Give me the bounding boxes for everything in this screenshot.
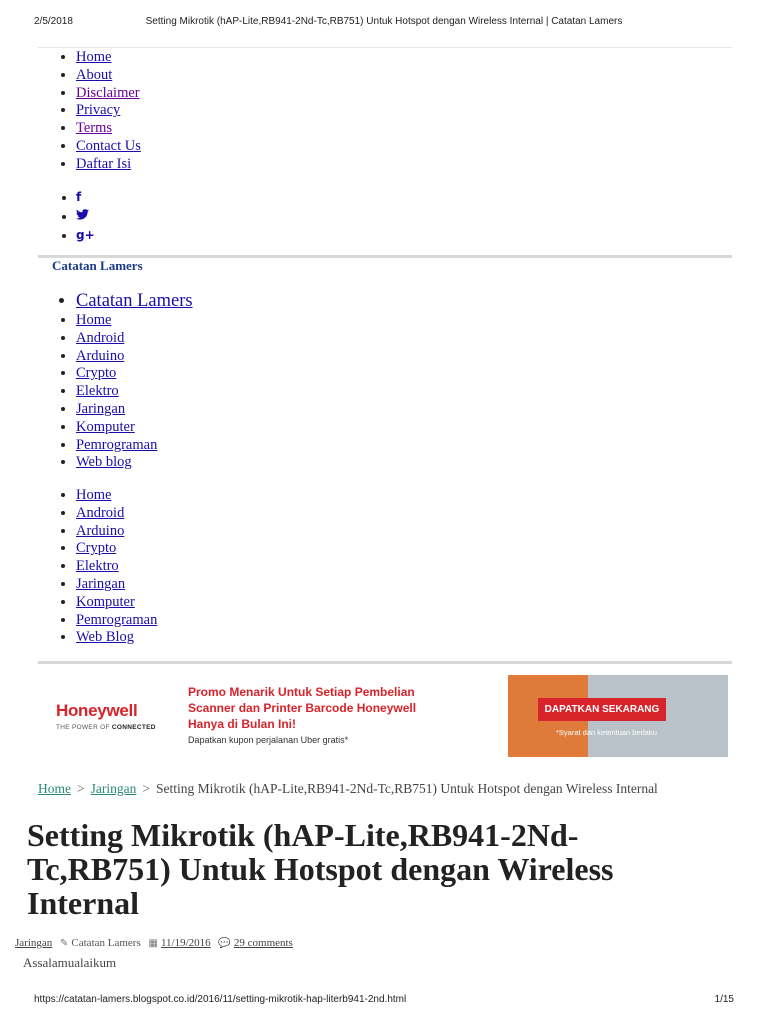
ad-disclaimer: *Syarat dan ketentuan berlaku xyxy=(556,728,657,737)
print-date: 2/5/2018 xyxy=(34,16,73,27)
cat-nav-item-komputer[interactable]: • Komputer xyxy=(76,419,157,437)
breadcrumb xyxy=(38,781,658,797)
brand-list xyxy=(58,290,193,312)
meta-author: Catatan Lamers xyxy=(71,937,141,949)
cat-nav-item-android[interactable]: • Android xyxy=(76,330,157,348)
ad-tagline: THE POWER OF CONNECTED xyxy=(56,724,156,731)
breadcrumb-current: Setting Mikrotik (hAP-Lite,RB941-2Nd-Tc,RB751) Untuk Hotspot dengan Wireless Internal xyxy=(155,781,658,796)
cat-nav2-item-komputer[interactable]: • Komputer xyxy=(76,594,157,612)
googleplus-link[interactable] xyxy=(76,226,95,245)
top-nav-item-privacy[interactable]: • Privacy xyxy=(76,102,141,120)
top-nav-item-daftar-isi[interactable]: • Daftar Isi xyxy=(76,156,141,174)
cat-nav2-item-pemrograman[interactable]: • Pemrograman xyxy=(76,612,157,630)
site-brand[interactable]: Catatan Lamers xyxy=(52,258,143,273)
cat-nav2-item-web-blog[interactable]: • Web Blog xyxy=(76,629,157,647)
facebook-link[interactable] xyxy=(76,188,95,207)
nav-divider xyxy=(38,661,732,664)
print-title: Setting Mikrotik (hAP-Lite,RB941-2Nd-Tc,RB751) Untuk Hotspot dengan Wireless Internal | Catatan Lamers xyxy=(145,16,623,27)
ad-banner[interactable] xyxy=(38,675,728,757)
category-nav-primary xyxy=(58,312,157,472)
cat-nav2-item-home[interactable]: • Home xyxy=(76,487,157,505)
meta-date[interactable]: 11/19/2016 xyxy=(160,937,211,949)
print-url: https://catatan-lamers.blogspot.co.id/2016/11/setting-mikrotik-hap-literb941-2nd.html xyxy=(34,994,407,1005)
category-nav-secondary xyxy=(58,487,157,647)
brand-link[interactable]: Catatan Lamers xyxy=(76,291,193,311)
comments-icon: 💬 xyxy=(218,938,231,949)
cat-nav-item-home[interactable]: • Home xyxy=(76,312,157,330)
breadcrumb-separator: > xyxy=(142,781,150,796)
article-intro: Assalamualaikum xyxy=(23,955,117,970)
top-nav-item-about[interactable]: • About xyxy=(76,67,141,85)
cat-nav2-item-elektro[interactable]: • Elektro xyxy=(76,558,157,576)
article-meta xyxy=(15,937,733,949)
cat-nav2-item-android[interactable]: • Android xyxy=(76,505,157,523)
meta-category[interactable]: Jaringan xyxy=(15,937,53,949)
googleplus-icon[interactable]: g+ xyxy=(76,228,95,242)
top-nav-item-disclaimer[interactable]: • Disclaimer xyxy=(76,85,141,103)
cat-nav-item-arduino[interactable]: • Arduino xyxy=(76,348,157,366)
top-nav xyxy=(58,49,141,174)
breadcrumb-home[interactable]: Home xyxy=(38,781,71,796)
ad-promo-text: Promo Menarik Untuk Setiap Pembelian Scanner dan Printer Barcode Honeywell Hanya di Bulan Ini! xyxy=(188,685,417,731)
print-page-number: 1/15 xyxy=(714,994,734,1005)
cat-nav-item-elektro[interactable]: • Elektro xyxy=(76,383,157,401)
ad-subtext: Dapatkan kupon perjalanan Uber gratis* xyxy=(188,735,349,745)
ad-image xyxy=(508,675,728,757)
brand-link-item[interactable] xyxy=(76,290,193,312)
honeywell-logo: Honeywell xyxy=(56,701,138,720)
divider xyxy=(38,47,732,48)
top-nav-item-home[interactable]: • Home xyxy=(76,49,141,67)
cat-nav-item-jaringan[interactable]: • Jaringan xyxy=(76,401,157,419)
breadcrumb-category[interactable]: Jaringan xyxy=(90,781,137,796)
cat-nav2-item-jaringan[interactable]: • Jaringan xyxy=(76,576,157,594)
cat-nav-item-web-blog[interactable]: • Web blog xyxy=(76,454,157,472)
ad-cta-button[interactable]: DAPATKAN SEKARANG xyxy=(538,698,666,721)
twitter-link[interactable] xyxy=(76,207,95,226)
cat-nav2-item-crypto[interactable]: • Crypto xyxy=(76,540,157,558)
breadcrumb-separator: > xyxy=(77,781,85,796)
cat-nav2-item-arduino[interactable]: • Arduino xyxy=(76,523,157,541)
pencil-icon: ✎ xyxy=(60,938,69,949)
facebook-icon[interactable]: f xyxy=(76,190,82,204)
calendar-icon: ▦ xyxy=(148,938,158,949)
cat-nav-item-crypto[interactable]: • Crypto xyxy=(76,365,157,383)
social-links xyxy=(58,188,95,245)
meta-comments[interactable]: 29 comments xyxy=(233,937,293,949)
article-title: Setting Mikrotik (hAP-Lite,RB941-2Nd- Tc,RB751) Untuk Hotspot dengan Wireless Internal xyxy=(27,817,614,921)
top-nav-item-contact[interactable]: • Contact Us xyxy=(76,138,141,156)
top-nav-item-terms[interactable]: • Terms xyxy=(76,120,141,138)
twitter-icon[interactable] xyxy=(76,209,89,223)
cat-nav-item-pemrograman[interactable]: • Pemrograman xyxy=(76,437,157,455)
